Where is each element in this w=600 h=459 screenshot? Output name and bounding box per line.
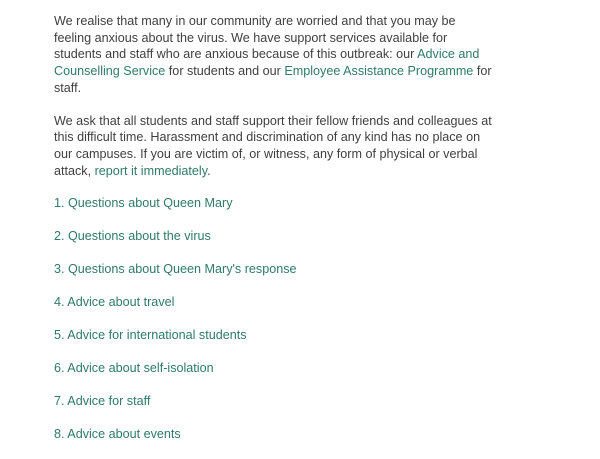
question-link-3[interactable]: 3. Questions about Queen Mary's response (54, 262, 297, 277)
question-link-1[interactable]: 1. Questions about Queen Mary (54, 196, 233, 211)
list-item (54, 228, 494, 261)
harassment-text-2: . (207, 163, 211, 178)
support-text-2: for students and our (165, 64, 285, 79)
list-item (54, 294, 494, 327)
question-link-5[interactable]: 5. Advice for international students (54, 328, 247, 343)
support-text-1: We realise that many in our community are worried and that you may be feeling anxious about the virus. We have support services available for students and staff who are anxious because of this outbreak: our (54, 14, 456, 62)
harassment-paragraph (54, 113, 494, 180)
list-item (54, 426, 494, 459)
question-link-8[interactable]: 8. Advice about events (54, 427, 181, 442)
list-item (54, 360, 494, 393)
list-item (54, 327, 494, 360)
list-item (54, 261, 494, 294)
advice-counselling-link[interactable]: Advice and Counselling Service (54, 47, 480, 79)
question-link-7[interactable]: 7. Advice for staff (54, 394, 151, 409)
employee-assistance-link[interactable]: Employee Assistance Programme (284, 64, 474, 79)
list-item (54, 195, 494, 228)
question-link-6[interactable]: 6. Advice about self-isolation (54, 361, 214, 376)
list-item (54, 393, 494, 426)
questions-list (54, 195, 494, 459)
question-link-2[interactable]: 2. Questions about the virus (54, 229, 211, 244)
support-paragraph (54, 13, 494, 97)
support-text-3: for staff. (54, 64, 492, 95)
harassment-text-1: We ask that all students and staff support their fellow friends and colleagues at this difficult time. Harassment and discrimination of any kind has no place on our campuses. If you are victim of, or witness, any form of physical or verbal attack, (54, 113, 492, 178)
main-content (54, 13, 494, 459)
question-link-4[interactable]: 4. Advice about travel (54, 295, 175, 310)
report-link[interactable]: report it immediately (94, 163, 208, 178)
